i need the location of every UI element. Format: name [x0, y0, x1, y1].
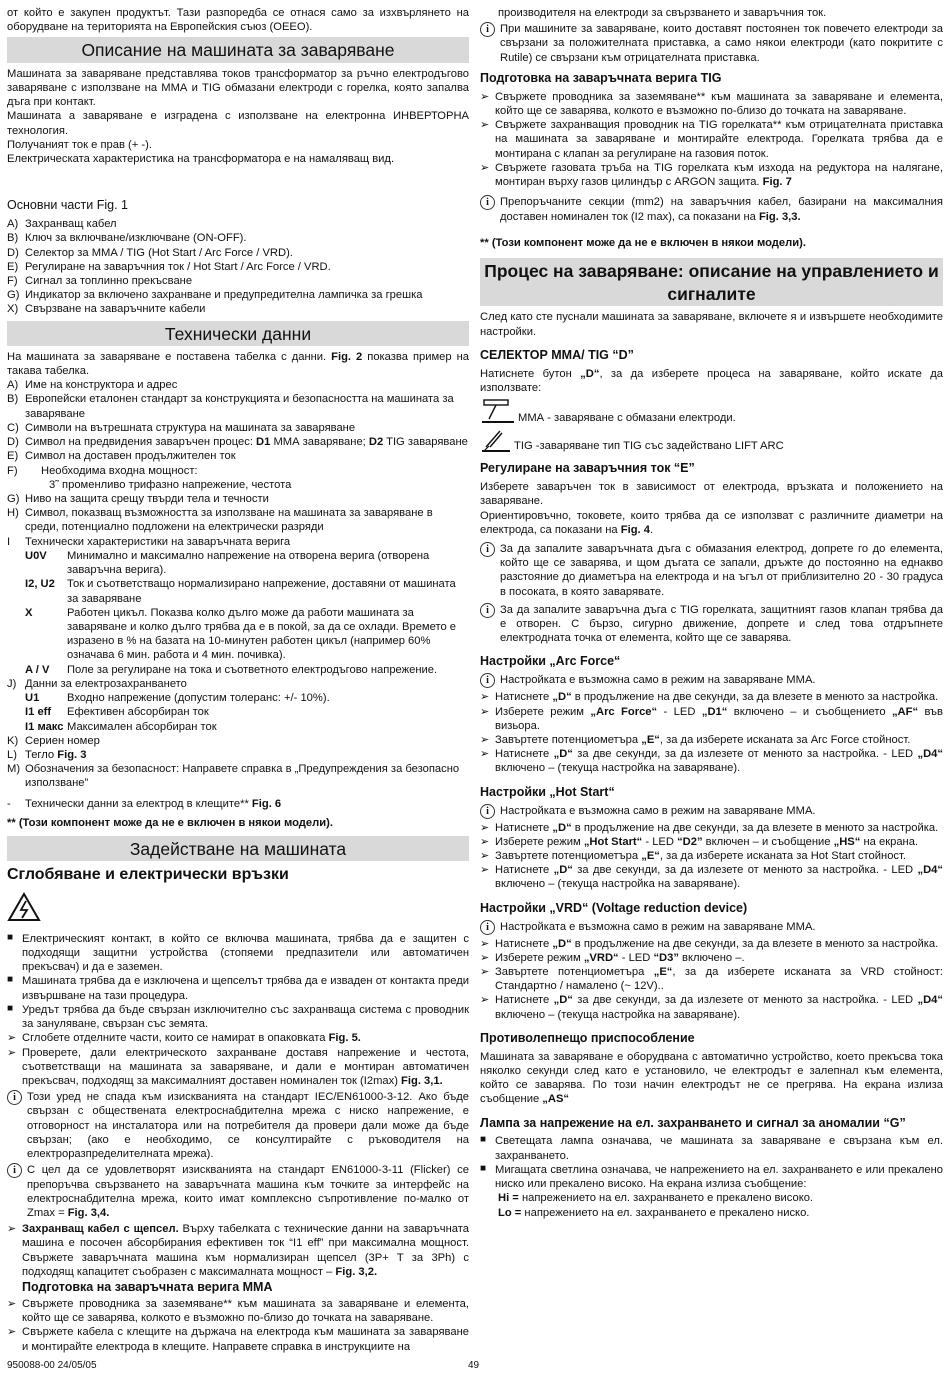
list-item: E) Символ на доставен продължителен ток — [7, 450, 236, 463]
paragraph: Натиснете бутон „D“, за да изберете процеса на заваряване, който искате да използвате: — [480, 367, 943, 394]
arrow-bullet: ➢ — [7, 1326, 17, 1339]
message-item: Lo = напрежението на ел. захранването е прекалено ниско. — [498, 1206, 810, 1219]
section-title-description: Описание на машината за заваряване — [7, 37, 469, 62]
subsection-title: СЕЛЕКТОР ММА/ TIG “D” — [480, 347, 634, 362]
list-item: ➢ Натиснете „D“ в продължение на две секунди, за да влезете в менюто за настройка. — [480, 691, 939, 704]
arrow-bullet: ➢ — [480, 835, 490, 848]
list-item: ➢ Изберете режим „Hot Start“ - LED “D2” включен – и съобщение „HS“ на екрана. — [480, 835, 919, 848]
arrow-bullet: ➢ — [480, 161, 490, 174]
list-item: L) Тегло Fig. 3 — [7, 748, 87, 761]
page-number: 49 — [468, 1360, 480, 1371]
list-item: ➢ Свържете кабела с клещите на държача на електрода към машината за заваряване и монтирайте електрода в клещите. Направете справка в инструкциите на — [7, 1326, 469, 1353]
list-item: A) Име на конструктора и адрес — [7, 379, 178, 392]
arrow-bullet: ➢ — [7, 1046, 17, 1059]
list-item: ➢ Проверете, дали електрическото захранване доставя напрежение и честота, съответстващи на машината за заваряване, и дали е монтиран автоматичен прекъсвач, подходящ за максималният доставен номинален ток (I2max) Fig. 3,1. — [7, 1046, 469, 1087]
list-item: C) Символи на вътрешната структура на машината за заваряване — [7, 421, 356, 434]
mma-mode: ММА - заваряване с обмазани електроди. — [480, 397, 943, 425]
list-item: ■ Мигащата светлина означава, че напрежението на ел. захранването е или прекалено ниско или прекалено високо. На екрана излиза съобщение: — [480, 1162, 943, 1191]
arrow-bullet: ➢ — [7, 1297, 17, 1310]
list-item: ➢ Натиснете „D“ за две секунди, за да излезете от менюто за настройка. - LED „D4“ включено – (текуща настройка на заваряване). — [480, 748, 943, 775]
arrow-bullet: ➢ — [480, 821, 490, 834]
paragraph: На машината за заваряване е поставена табелка с данни. Fig. 2 показва пример на такава табелка. — [7, 350, 469, 378]
section-title-process: Процес на заваряване: описание на управлението и сигналите — [480, 258, 943, 307]
info-note: i Настройката е възможна само в режим на заваряване ММА. — [480, 673, 943, 688]
paragraph: Машината за заваряване представлява токов трансформатор за ръчно електродъгово заваряване с използване на ММА и TIG обмазани електроди с горелка, която запалва дъга при контакт. — [7, 67, 469, 109]
list-item: ➢ Захранващ кабел с щепсел. Върху табелката с технические данни на заваръчната машина е посочен абсорбирания ефективен ток “I1 eff” при максимална мощност. Свържете заваръчната машина към нормализиран щепсел (3P+ T за 3Ph) с подходящ капацитет съобразен с максималната мощност – Fig. 3,2. — [7, 1223, 469, 1278]
arrow-bullet: ➢ — [480, 705, 490, 718]
info-icon: i — [480, 22, 495, 37]
square-bullet: ■ — [7, 931, 14, 943]
arrow-bullet: ➢ — [480, 90, 490, 103]
parts-list-item: F) Сигнал за топлинно прекъсване — [7, 274, 193, 287]
info-icon: i — [480, 603, 495, 618]
list-item: D) Символ на предвидения заваръчен процес: D1 ММА заваряване; D2 TIG заваряване — [7, 436, 468, 449]
paragraph: Получаният ток е прав (+ -). — [7, 138, 152, 151]
parts-list-item: D) Селектор за MMA / TIG (Hot Start / Arc Force / VRD). — [7, 246, 293, 259]
square-bullet: ■ — [480, 1134, 487, 1146]
section-title-technical: Технически данни — [7, 321, 469, 346]
square-bullet: ■ — [7, 1002, 14, 1014]
list-item: B) Европейски еталонен стандарт за конструкцията и безопасността на машината за заваряване — [7, 393, 454, 420]
parts-list-item: X) Свързване на заваръчните кабели — [7, 303, 206, 316]
arrow-bullet: ➢ — [480, 734, 490, 746]
list-item: ■ Електрическият контакт, в който се включва машината, трябва да е защитен с подходящи защитни устройства (стопяеми предпазители или автоматичен прекъсвач) и да е заземен. — [7, 931, 469, 974]
arrow-bullet: ➢ — [480, 691, 490, 704]
info-note: i За да запалите заваръчна дъга с TIG горелката, защитният газов клапан трябва да е отворен. С бързо, сигурно движение, допрете и след това отдръпнете електродната точка от елемента, който ще се заварява. — [480, 603, 943, 646]
list-item: ■ Машината трябва да е изключена и щепселът трябва да е изваден от контакта преди извършване на тази процедура. — [7, 974, 469, 1002]
arrow-bullet: ➢ — [480, 951, 490, 964]
info-icon: i — [480, 673, 495, 688]
info-icon: i — [480, 920, 495, 935]
subsection-title: Подготовка на заваръчната верига TIG — [480, 70, 722, 85]
sub-item: A / V Поле за регулиране на тока и съответното електродъгово напрежение. — [25, 663, 438, 676]
section-title-startup: Задействане на машината — [7, 836, 469, 861]
arrow-bullet: ➢ — [480, 965, 490, 978]
sub-item: I2, U2 Ток и съответстващо нормализирано напрежение, доставяни от машината за заваряване — [25, 578, 456, 605]
tig-mode: TIG -заваряване тип TIG със задействано LIFT ARC — [480, 427, 943, 453]
list-item: ➢ Свържете проводника за заземяване** към машината за заваряване и елемента, който ще се заварява, колкото е възможно по-близо до точката на заваряване. — [7, 1297, 469, 1325]
list-item: ➢ Свържете захранващия проводник на TIG горелката** към отрицателната приставка на машината за заваряване и монтирайте електрода. Горелката трябва да е монтирана с клапан за регулиране на газовия поток. — [480, 119, 943, 160]
info-note: i Настройката е възможна само в режим на заваряване ММА. — [480, 920, 943, 935]
list-item: ➢ Свържете проводника за заземяване** към машината за заваряване и елемента, който ще се заварява, колкото е възможно по-близо до точката на заваряване. — [480, 90, 943, 117]
paragraph: Машината за заваряване е оборудвана с автоматично устройство, което прекъсва тока няколко секунди след като е установило, че електродът е залепнал към елемента, който се заварява. По този начин електродът не се прегрява. На екрана излиза съобщение „AS“ — [480, 1050, 943, 1106]
list-item: F) Необходима входна мощност: — [7, 464, 198, 477]
paragraph: След като сте пуснали машината за заваряване, включете я и извършете необходимите настройки. — [480, 311, 943, 338]
sub-item: I1 eff Ефективен абсорбиран ток — [25, 706, 209, 719]
list-item: - Технически данни за електрод в клещите** Fig. 6 — [7, 797, 282, 810]
arrow-bullet: ➢ — [480, 864, 490, 877]
subsection-title: Противолепнещо приспособление — [480, 1030, 695, 1045]
square-bullet: ■ — [480, 1162, 487, 1174]
info-icon: i — [480, 542, 495, 557]
list-item: H) Символ, показващ възможността за използване на машината за заваряване в среди, потенциално подложени на електрически разряди — [7, 507, 433, 534]
arrow-bullet: ➢ — [480, 748, 490, 761]
list-item: ➢ Сглобете отделните части, които се намират в опаковката Fig. 5. — [7, 1032, 361, 1045]
arrow-bullet: ➢ — [480, 119, 490, 132]
parts-list — [7, 217, 469, 317]
subsection-title: Настройки „VRD“ (Voltage reduction device) — [480, 900, 748, 915]
list-item: ➢ Натиснете „D“ за две секунди, за да излезете от менюто за настройка. - LED „D4“ включено – (текуща настройка на заваряване). — [480, 994, 943, 1021]
list-item: ➢ Натиснете „D“ в продължение на две секунди, за да влезете в менюто за настройка. — [480, 821, 939, 834]
paragraph: Ориентировъчно, токовете, които трябва да се използват с различните диаметри на електрода, са показани на Fig. 4. — [480, 509, 943, 536]
mma-electrode-icon — [480, 397, 516, 425]
list-item: ➢ Изберете режим „Arc Force“ - LED „D1“ включено – и съобщението „AF“ във визьора. — [480, 705, 943, 732]
message-item: Hi = напрежението на ел. захранването е прекалено високо. — [498, 1192, 814, 1205]
subsection-title: Сглобяване и електрически връзки — [7, 866, 289, 884]
footnote: ** (Този компонент може да не е включен в някои модели). — [7, 816, 333, 829]
parts-list-item: G) Индикатор за включено захранване и предупредителна лампичка за грешка — [7, 289, 423, 302]
paragraph: Изберете заваръчен ток в зависимост от електрода, връзката и положението на заваряване. — [480, 481, 943, 508]
list-item: M) Обозначения за безопасност: Направете справка в „Предупреждения за безопасно използване” — [7, 763, 460, 790]
info-note: i Препоръчаните секции (mm2) на заваръчния кабел, базирани на максималния доставен номинален ток (I2 max), са показани на Fig. 3,3. — [480, 195, 943, 223]
list-item: ➢ Натиснете „D“ в продължение на две секунди, за да влезете в менюто за настройка. — [480, 937, 939, 950]
subsection-title: Подготовка на заваръчната верига ММА — [22, 1280, 273, 1295]
tig-torch-icon — [480, 427, 512, 453]
subsection-title: Настройки „Hot Start“ — [480, 784, 615, 799]
parts-title: Основни части Fig. 1 — [7, 198, 128, 213]
list-item: ➢ Завъртете потенциометъра „E“, за да изберете исканата за Hot Start стойност. — [480, 849, 907, 862]
list-item: K) Сериен номер — [7, 734, 100, 747]
footnote: ** (Този компонент може да не е включен в някои модели). — [480, 236, 806, 249]
info-note: i За да запалите заваръчната дъга с обмазания електрод, допрете го до елемента, който ще се заварява, и щом дъгата се запали, дръжте до постоянно на еднакво разстояние до диаметъра на електрода и на ъгъл от приблизително 20 - 30 градуса в посоката, в която заварявате. — [480, 542, 943, 599]
list-item: ■ Светещата лампа означава, че машината за заваряване е свързана към ел. захранването. — [480, 1134, 943, 1162]
sub-item: X Работен цикъл. Показва колко дълго може да работи машината за заваряване и колко дълго трябва да е в покой, за да се охлади. Времето е изразено в % на базата на 10-минутен работен цикъл (например 60% означава 6 мин. работа и 4 мин. почивка). — [25, 606, 457, 662]
subsection-title: Лампа за напрежение на ел. захранването и сигнал за аномалии “G” — [480, 1115, 906, 1130]
left-column — [7, 6, 469, 1354]
parts-list-item: A) Захранващ кабел — [7, 218, 117, 231]
paragraph: Електрическата характеристика на трансформатора е на намаляващ вид. — [7, 152, 395, 165]
info-note: i С цел да се удовлетворят изискванията на стандарт EN61000-3-11 (Flicker) се препоръчва свързването на заваръчната машина към точките за интерфейс на електроснабдителна мрежа, които имат комплексно съпротивление по-малко от Zmax = Fig. 3,4. — [7, 1163, 469, 1220]
list-item: ➢ Завъртете потенциометъра „E“, за да изберете исканата за VRD стойност: Стандартно / намалено (~ 12V).. — [480, 965, 944, 993]
parts-list-item: E) Регулиране на заваръчния ток / Hot Start / Arc Force / VRD. — [7, 260, 331, 273]
list-item: ■ Уредът трябва да бъде свързан изключително със захранваща система с проводник за зануляване, свързан със земята. — [7, 1002, 469, 1031]
info-icon: i — [480, 804, 495, 819]
arrow-bullet: ➢ — [480, 937, 490, 950]
document-code: 950088-00 24/05/05 — [7, 1360, 97, 1371]
arrow-bullet: ➢ — [480, 994, 490, 1007]
sub-item: U0V Минимално и максимално напрежение на отворена верига (отворена заваръчна верига). — [25, 549, 430, 577]
arrow-bullet: ➢ — [7, 1223, 17, 1236]
right-column — [480, 6, 943, 1220]
subsection-title: Настройки „Arc Force“ — [480, 654, 621, 669]
sub-item: I1 макс Максимален абсорбиран ток — [25, 720, 217, 733]
list-item: ➢ Завъртете потенциометъра „E“, за да изберете исканата за Arc Force стойност. — [480, 734, 911, 746]
list-item: J) Данни за електрозахранването — [7, 677, 187, 690]
arrow-bullet: ➢ — [480, 849, 490, 862]
arrow-bullet: ➢ — [7, 1032, 17, 1045]
list-item: ➢ Изберете режим „VRD“ - LED “D3” включено –. — [480, 951, 745, 964]
info-icon: i — [7, 1090, 22, 1105]
info-note: i Настройката е възможна само в режим на заваряване ММА. — [480, 804, 943, 819]
paragraph: Машината а заваряване е изградена с използване на електронна ИНВЕРТОРНА технология. — [7, 110, 469, 137]
list-item-sub: 3˜ променливо трифазно напрежение, честота — [49, 478, 292, 491]
paragraph: производителя на електроди за свързването и заваръчния ток. — [498, 7, 827, 19]
info-note: i Този уред не спада към изискванията на стандарт IEC/EN61000-3-12. Ако бъде свързан с обществената електроснабдителна мрежа с ниско напрежение, е отговорност на инсталатора или на потребителя да провери дали може да бъде свързан; (ако е необходимо, се консултирайте с ръководителя на електроразпределителната мрежа). — [7, 1090, 469, 1161]
list-item: G) Ниво на защита срещу твърди тела и течности — [7, 493, 269, 505]
subsection-title: Регулиране на заваръчния ток “E” — [480, 461, 695, 476]
info-icon: i — [480, 195, 495, 210]
list-item: I Технически характеристики на заваръчната верига — [7, 535, 291, 548]
intro-text: от който е закупен продуктът. Тази разпоредба се отнася само за изхвърлянето на оборудване на територията на Европейския съюз (ОЕЕО). — [7, 7, 469, 34]
square-bullet: ■ — [7, 974, 14, 986]
sub-item: U1 Входно напрежение (допустим толеранс: +/- 10%). — [25, 692, 330, 705]
info-note: i При машините за заваряване, които доставят постоянен ток повечето електроди за свързани за положителната приставка, а само някои електроди (като покритите с Rutile) се свързани към отрицателната приставка. — [480, 22, 943, 65]
electrical-warning-icon — [7, 892, 469, 926]
list-item: ➢ Свържете газовата тръба на TIG горелката към изхода на редуктора на налягане, монтиран върху газов цилиндър с ARGON защита. Fig. 7 — [480, 161, 943, 189]
parts-list-item: B) Ключ за включване/изключване (ON-OFF). — [7, 232, 247, 245]
list-item: ➢ Натиснете „D“ за две секунди, за да излезете от менюто за настройка. - LED „D4“ включено – (текуща настройка на заваряване). — [480, 864, 943, 891]
info-icon: i — [7, 1163, 22, 1178]
